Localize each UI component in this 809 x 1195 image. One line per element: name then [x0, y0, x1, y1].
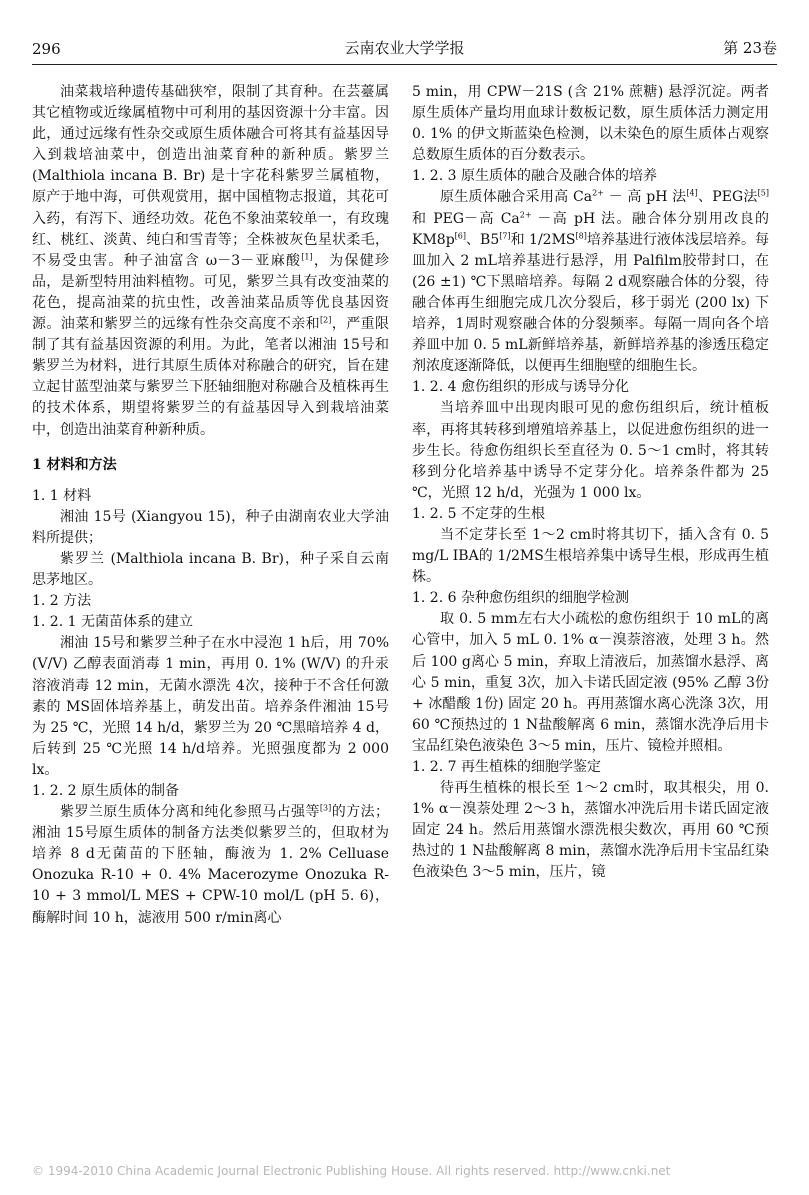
- citation-5: [5]: [757, 188, 769, 198]
- citation-2: [2]: [320, 315, 332, 325]
- paragraph-1-2-6: 取 0. 5 mm左右大小疏松的愈伤组织于 10 mL的离心管中，加入 5 mL 0. 1% α－溴萘溶液，处理 3 h。然后 100 g离心 5 min，弃取上清液后，加蒸馏水悬浮、离心 5 min，重复 3次，加入卡诺氏固定液 (95% 乙醇 3份 + 冰醋酸 1份) 固定 20 h。再用蒸馏水离心洗涤 3次，用 60 ℃预热过的 1 N盐酸解离 6 min，蒸馏水洗净后用卡宝品红染色液染色 3～5 min，压片、镜检并照相。: [412, 611, 769, 754]
- citation-7: [7]: [499, 231, 511, 240]
- heading-1-2-4: 1. 2. 4 愈伤组织的形成与诱导分化: [412, 379, 629, 396]
- materials-paragraph-matthiola: 紫罗兰 (Malthiola incana B. Br)，种子采自云南思茅地区。: [32, 550, 389, 589]
- heading-1-2-1: 1. 2. 1 无菌苗体系的建立: [32, 614, 193, 631]
- subsection-heading-materials: 1. 1 材料: [32, 487, 92, 504]
- subsection-heading-methods: 1. 2 方法: [32, 593, 92, 610]
- citation-3: [3]: [319, 803, 332, 813]
- paragraph-1-2-2: 紫罗兰原生质体分离和纯化参照马占强等[3]的方法；湘油 15号原生质体的制备方法类似紫罗兰的，但取材为培养 8 d无菌苗的下胚轴，酶液为 1. 2% Celluase Onozuka R-10 + 0. 4% Macerozyme Onozuka R-10 + 3 mmol/L MES + CPW-10 mol/L (pH 5. 6)，酶解时间 10 h，滤液用 500 r/min离心: [32, 803, 390, 926]
- journal-title: 云南农业大学学报: [344, 39, 465, 57]
- volume-label: 第 23卷: [723, 39, 777, 57]
- running-header: [32, 36, 777, 65]
- right-column: [412, 82, 769, 884]
- left-column: [32, 82, 389, 929]
- citation-1: [1]: [301, 252, 313, 262]
- citation-4: [4]: [686, 188, 698, 198]
- heading-1-2-3: 1. 2. 3 原生质体的融合及融合体的培养: [412, 168, 657, 185]
- citation-6: [6]: [454, 231, 467, 240]
- heading-1-2-2: 1. 2. 2 原生质体的制备: [32, 783, 179, 799]
- heading-1-2-6: 1. 2. 6 杂种愈伤组织的细胞学检测: [412, 590, 629, 607]
- paragraph-1-2-3: 原生质体融合采用高 $Ca^{2+}$ － 高 pH 法[4]、PEG法[5]和 PEG－高 $Ca^{2+}$ －高 pH 法。融合体分别用改良的 KM8p[6]、B5[7]和 1/2MS[8]培养基进行液体浅层培养。每皿加入 2 mL培养基进行悬浮，用 Palfilm胶带封口，在 (26 ±1) ℃下黑暗培养。每隔 2 d观察融合体的分裂，待融合体再生细胞完成几次分裂后，移于弱光 (200 lx) 下培养，1周时观察融合体的分裂频率。每隔一周向各个培养皿中加 0. 5 mL新鲜培养基，新鲜培养基的渗透压稳定剂浓度逐渐降低，以便再生细胞壁的细胞生长。: [412, 188, 769, 375]
- heading-1-2-7: 1. 2. 7 再生植株的细胞学鉴定: [412, 759, 601, 775]
- paragraph-1-2-7: 待再生植株的根长至 1～2 cm时，取其根尖，用 0. 1% α－溴萘处理 2～3 h，蒸馏水冲洗后用卡诺氏固定液固定 24 h。然后用蒸馏水漂洗根尖数次，再用 60 ℃预热过的 1 N盐酸解离 8 min，蒸馏水洗净后用卡宝品红染色液染色 3～5 min，压片，镜: [412, 780, 769, 881]
- materials-paragraph-xiangyou: 湘油 15号 (Xiangyou 15)，种子由湖南农业大学油料所提供；: [32, 508, 389, 546]
- paragraph-1-2-5: 当不定芽长至 1～2 cm时将其切下，插入含有 0. 5 mg/L IBA的 1/2MS生根培养集中诱导生根，形成再生植株。: [412, 526, 769, 586]
- copyright-watermark: © 1994-2010 China Academic Journal Electronic Publishing House. All rights reserved. http://www.cnki.net: [32, 1164, 671, 1178]
- paragraph-1-2-1: 湘油 15号和紫罗兰种子在水中浸泡 1 h后，用 70% (V/V) 乙醇表面消毒 1 min，再用 0. 1% (W/V) 的升汞溶液消毒 12 min，无菌水漂洗 4次，接种于不含任何激素的 MS固体培养基上，萌发出苗。培养条件湘油 15号为 25 ℃，光照 14 h/d，紫罗兰为 20 ℃黑暗培养 4 d，后转到 25 ℃光照 14 h/d培养。光照强度都为 2 000 lx。: [32, 635, 389, 778]
- citation-8: [8]: [575, 231, 587, 240]
- page-number: 296: [32, 40, 61, 58]
- continued-paragraph: 5 min，用 CPW－21S (含 21% 蔗糖) 悬浮沉淀。两者原生质体产量均用血球计数板记数，原生质体活力测定用 0. 1% 的伊文斯蓝染色检测，以未染色的原生质体占观察总数原生质体的百分数表示。: [412, 84, 769, 164]
- heading-1-2-5: 1. 2. 5 不定芽的生根: [412, 505, 545, 522]
- intro-paragraph: 油菜栽培种遗传基础狭窄，限制了其育种。在芸薹属其它植物或近缘属植物中可利用的基因资源十分丰富。因此，通过远缘有性杂交或原生质体融合可将其有益基因导入到栽培油菜中，创造出油菜育种的新种质。紫罗兰 (Malthiola incana B. Br) 是十字花科紫罗兰属植物，原产于地中海，可供观赏用，据中国植物志报道，其花可入药，有泻下、通经功效。花色不象油菜较单一，有玫瑰红、桃红、淡黄、纯白和雪青等；全株被灰色星状柔毛，不易受虫害。种子油富含 ω－3－亚麻酸[1]，为保健珍品，是新型特用油料植物。可见，紫罗兰具有改变油菜的花色，提高油菜的抗虫性，改善油菜品质等优良基因资源。油菜和紫罗兰的远缘有性杂交高度不亲和[2]，严重限制了其有益基因资源的利用。为此，笔者以湘油 15号和紫罗兰为材料，进行其原生质体对称融合的研究，旨在建立起甘蓝型油菜与紫罗兰下胚轴细胞对称融合及植株再生的技术体系，期望将紫罗兰的有益基因导入到栽培油菜中，创造出油菜育种新种质。: [32, 84, 389, 438]
- section-heading-materials-methods: 1 材料和方法: [32, 456, 117, 473]
- paragraph-1-2-4: 当培养皿中出现肉眼可见的愈伤组织后，统计植板率，再将其转移到增殖培养基上，以促进愈伤组织的进一步生长。待愈伤组织长至直径为 0. 5～1 cm时，将其转移到分化培养基中诱导不定芽分化。培养条件都为 25 ℃，光照 12 h/d，光强为 1 000 lx。: [412, 400, 769, 501]
